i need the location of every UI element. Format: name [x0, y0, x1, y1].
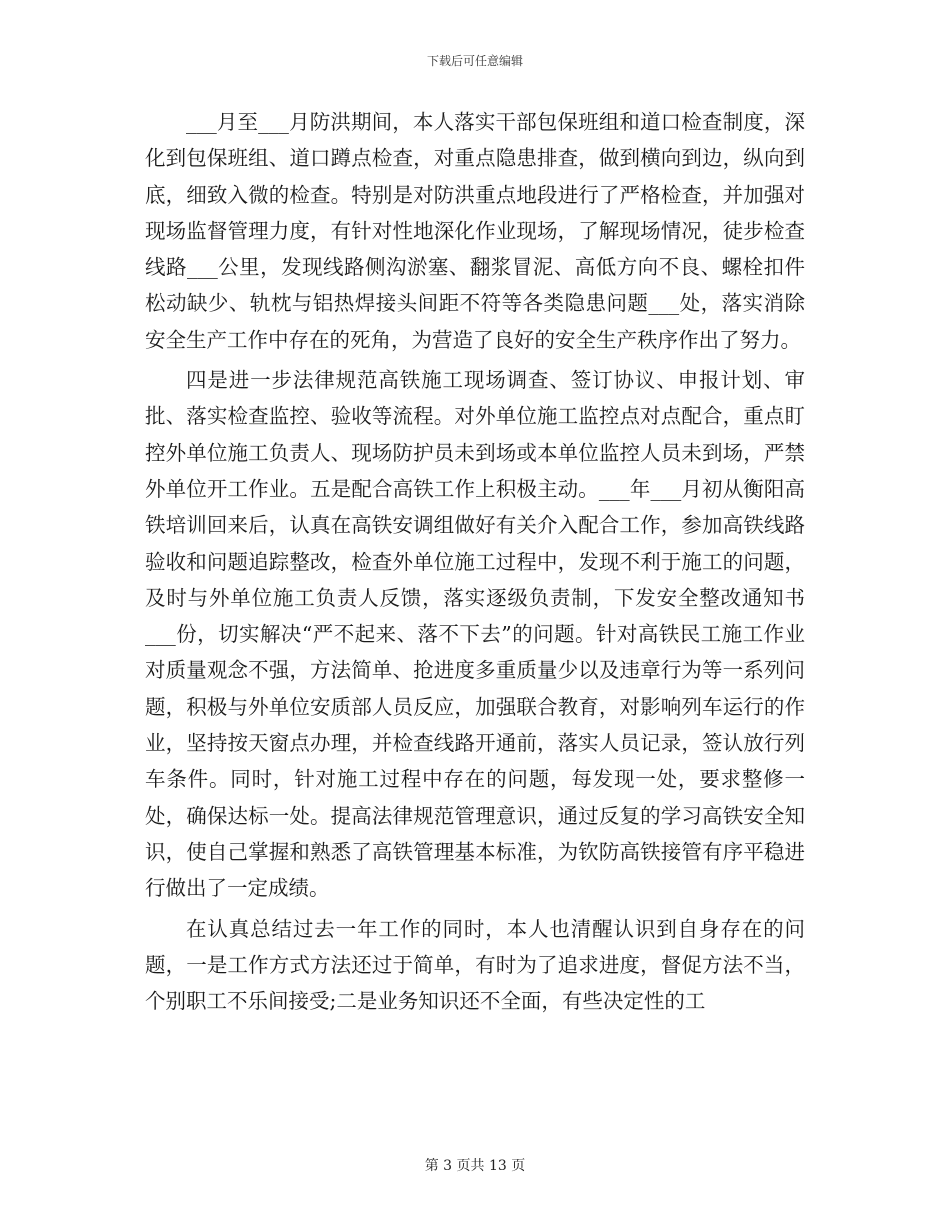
paragraph-high-speed-rail: 四是进一步法律规范高铁施工现场调查、签订协议、申报计划、审批、落实检查监控、验收等流程。对外单位施工监控点对点配合，重点盯控外单位施工负责人、现场防护员未到场或本单位监控人员未到场，严禁外单位开工作业。五是配合高铁工作上积极主动。___年___月初从衡阳高铁培训回来后，认真在高铁安调组做好有关介入配合工作，参加高铁线路验收和问题追踪整改，检查外单位施工过程中，发现不利于施工的问题，及时与外单位施工负责人反馈，落实逐级负责制，下发安全整改通知书___份，切实解决“严不起来、落不下去”的问题。针对高铁民工施工作业对质量观念不强，方法简单、抢进度多重质量少以及违章行为等一系列问题，积极与外单位安质部人员反应，加强联合教育，对影响列车运行的作业，坚持按天窗点办理，并检查线路开通前，落实人员记录，签认放行列车条件。同时，针对施工过程中存在的问题，每发现一处，要求整修一处，确保达标一处。提高法律规范管理意识，通过反复的学习高铁安全知识，使自己掌握和熟悉了高铁管理基本标准，为钦防高铁接管有序平稳进行做出了一定成绩。 [145, 368, 805, 901]
document-body [145, 104, 805, 1023]
page-footer: 第 3 页共 13 页 [424, 1158, 526, 1174]
paragraph-self-reflection: 在认真总结过去一年工作的同时，本人也清醒认识到自身存在的问题，一是工作方式方法还过于简单，有时为了追求进度，督促方法不当，个别职工不乐间接受;二是业务知识还不全面，有些决定性的工 [145, 916, 805, 1014]
paragraph-flood-inspection: ___月至___月防洪期间，本人落实干部包保班组和道口检查制度，深化到包保班组、道口蹲点检查，对重点隐患排查，做到横向到边，纵向到底，细致入微的检查。特别是对防洪重点地段进行了严格检查，并加强对现场监督管理力度，有针对性地深化作业现场，了解现场情况，徒步检查线路___公里，发现线路侧沟淤塞、翻浆冒泥、高低方向不良、螺栓扣件松动缺少、轨枕与铝热焊接头间距不符等各类隐患问题___处，落实消除安全生产工作中存在的死角，为营造了良好的安全生产秩序作出了努力。 [145, 110, 805, 352]
page-header: 下载后可任意编辑 [426, 54, 523, 68]
